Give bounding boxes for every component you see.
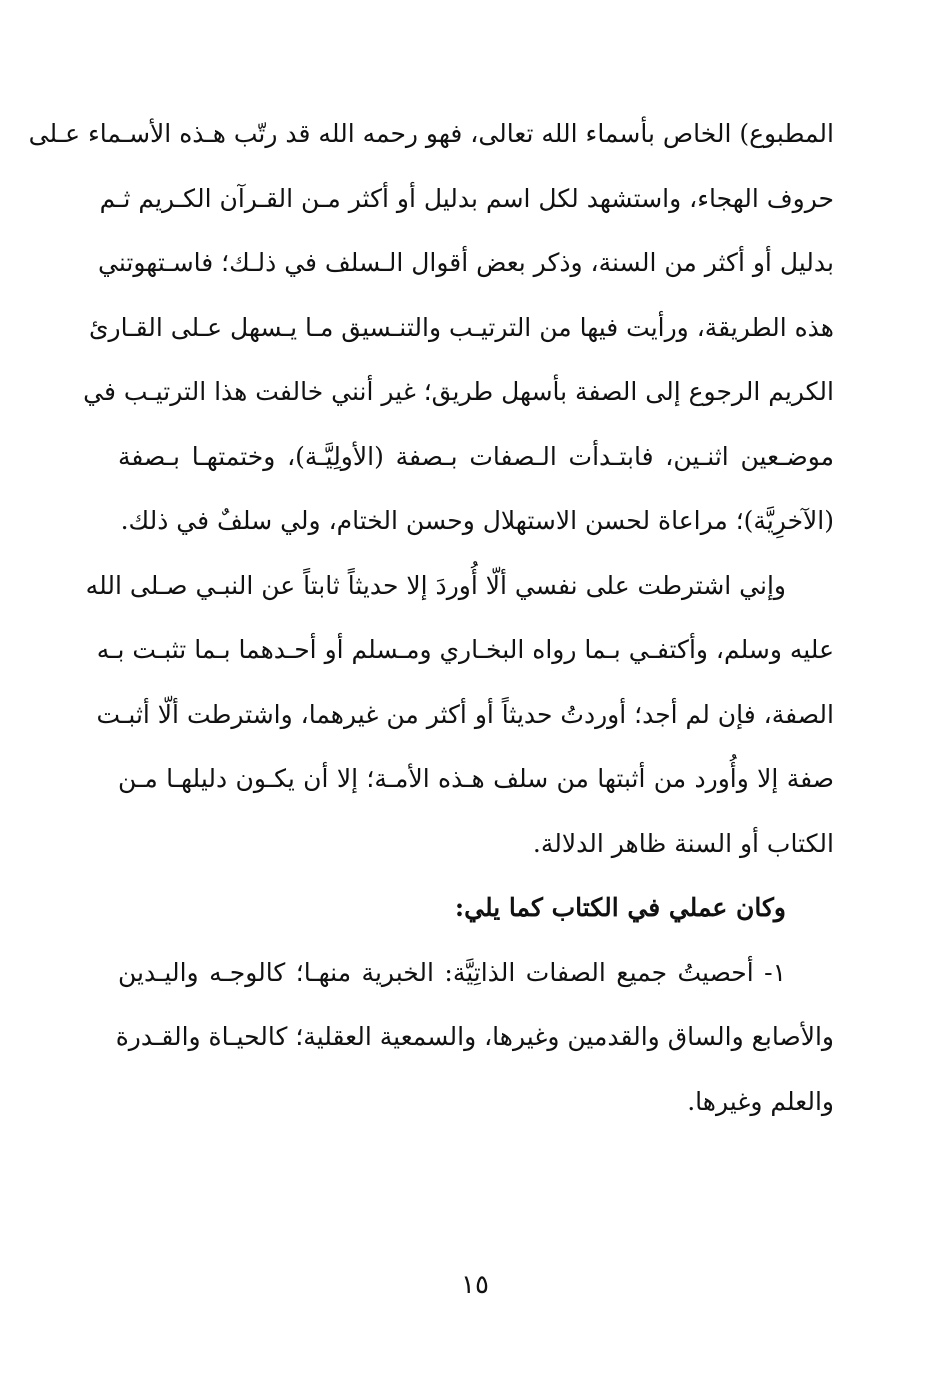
text-line-6: موضـعين اثنـين، فابتـدأت الـصفات بـصفة (الأولِيَّـة)، وختمتهـا بـصفة bbox=[118, 441, 834, 471]
text-line-9: عليه وسلم، وأكتفـي بـما رواه البخـاري ومـسلم أو أحـدهما بـما تثبـت بـه bbox=[96, 635, 834, 664]
text-line-12: الكتاب أو السنة ظاهر الدلالة. bbox=[532, 828, 834, 858]
body-text bbox=[28, 102, 834, 1134]
text-line-4: هذه الطريقة، ورأيت فيها من الترتيـب والتنـسيق مـا يـسهل عـلى القـارئ bbox=[88, 312, 834, 342]
text-line-16: والعلم وغيرها. bbox=[687, 1086, 834, 1116]
text-line-2: حروف الهجاء، واستشهد لكل اسم بدليل أو أكثر مـن القـرآن الكـريم ثـم bbox=[99, 183, 834, 213]
text-line-14: ١- أحصيتُ جميع الصفات الذاتِيَّة: الخبرية منهـا؛ كالوجـه واليـدين bbox=[118, 957, 786, 987]
text-line-3: بدليل أو أكثر من السنة، وذكر بعض أقوال الـسلف في ذلـك؛ فاسـتهوتني bbox=[98, 248, 834, 277]
text-line-1: المطبوع) الخاص بأسماء الله تعالى، فهو رحمه الله قد رتّب هـذه الأسـماء عـلى bbox=[28, 119, 834, 148]
text-line-8: وإني اشترطت على نفسي ألّا أُوردَ إلا حديثاً ثابتاً عن النبـي صـلى الله bbox=[85, 570, 786, 600]
text-line-10: الصفة، فإن لم أجد؛ أوردتُ حديثاً أو أكثر من غيرهما، واشترطت ألّا أثبـت bbox=[96, 699, 834, 729]
text-line-7: (الآخرِيَّة)؛ مراعاة لحسن الاستهلال وحسن الختام، ولي سلفٌ في ذلك. bbox=[120, 506, 834, 535]
text-line-15: والأصابع والساق والقدمين وغيرها، والسمعية العقلية؛ كالحيـاة والقـدرة bbox=[115, 1022, 834, 1051]
section-heading: وكان عملي في الكتاب كما يلي: bbox=[454, 893, 786, 922]
page-number: ١٥ bbox=[461, 1270, 489, 1300]
text-line-11: صفة إلا وأُورد من أثبتها من سلف هـذه الأمـة؛ إلا أن يكـون دليلهـا مـن bbox=[118, 764, 834, 793]
text-line-5: الكريم الرجوع إلى الصفة بأسهل طريق؛ غير أنني خالفت هذا الترتيـب في bbox=[83, 377, 834, 406]
